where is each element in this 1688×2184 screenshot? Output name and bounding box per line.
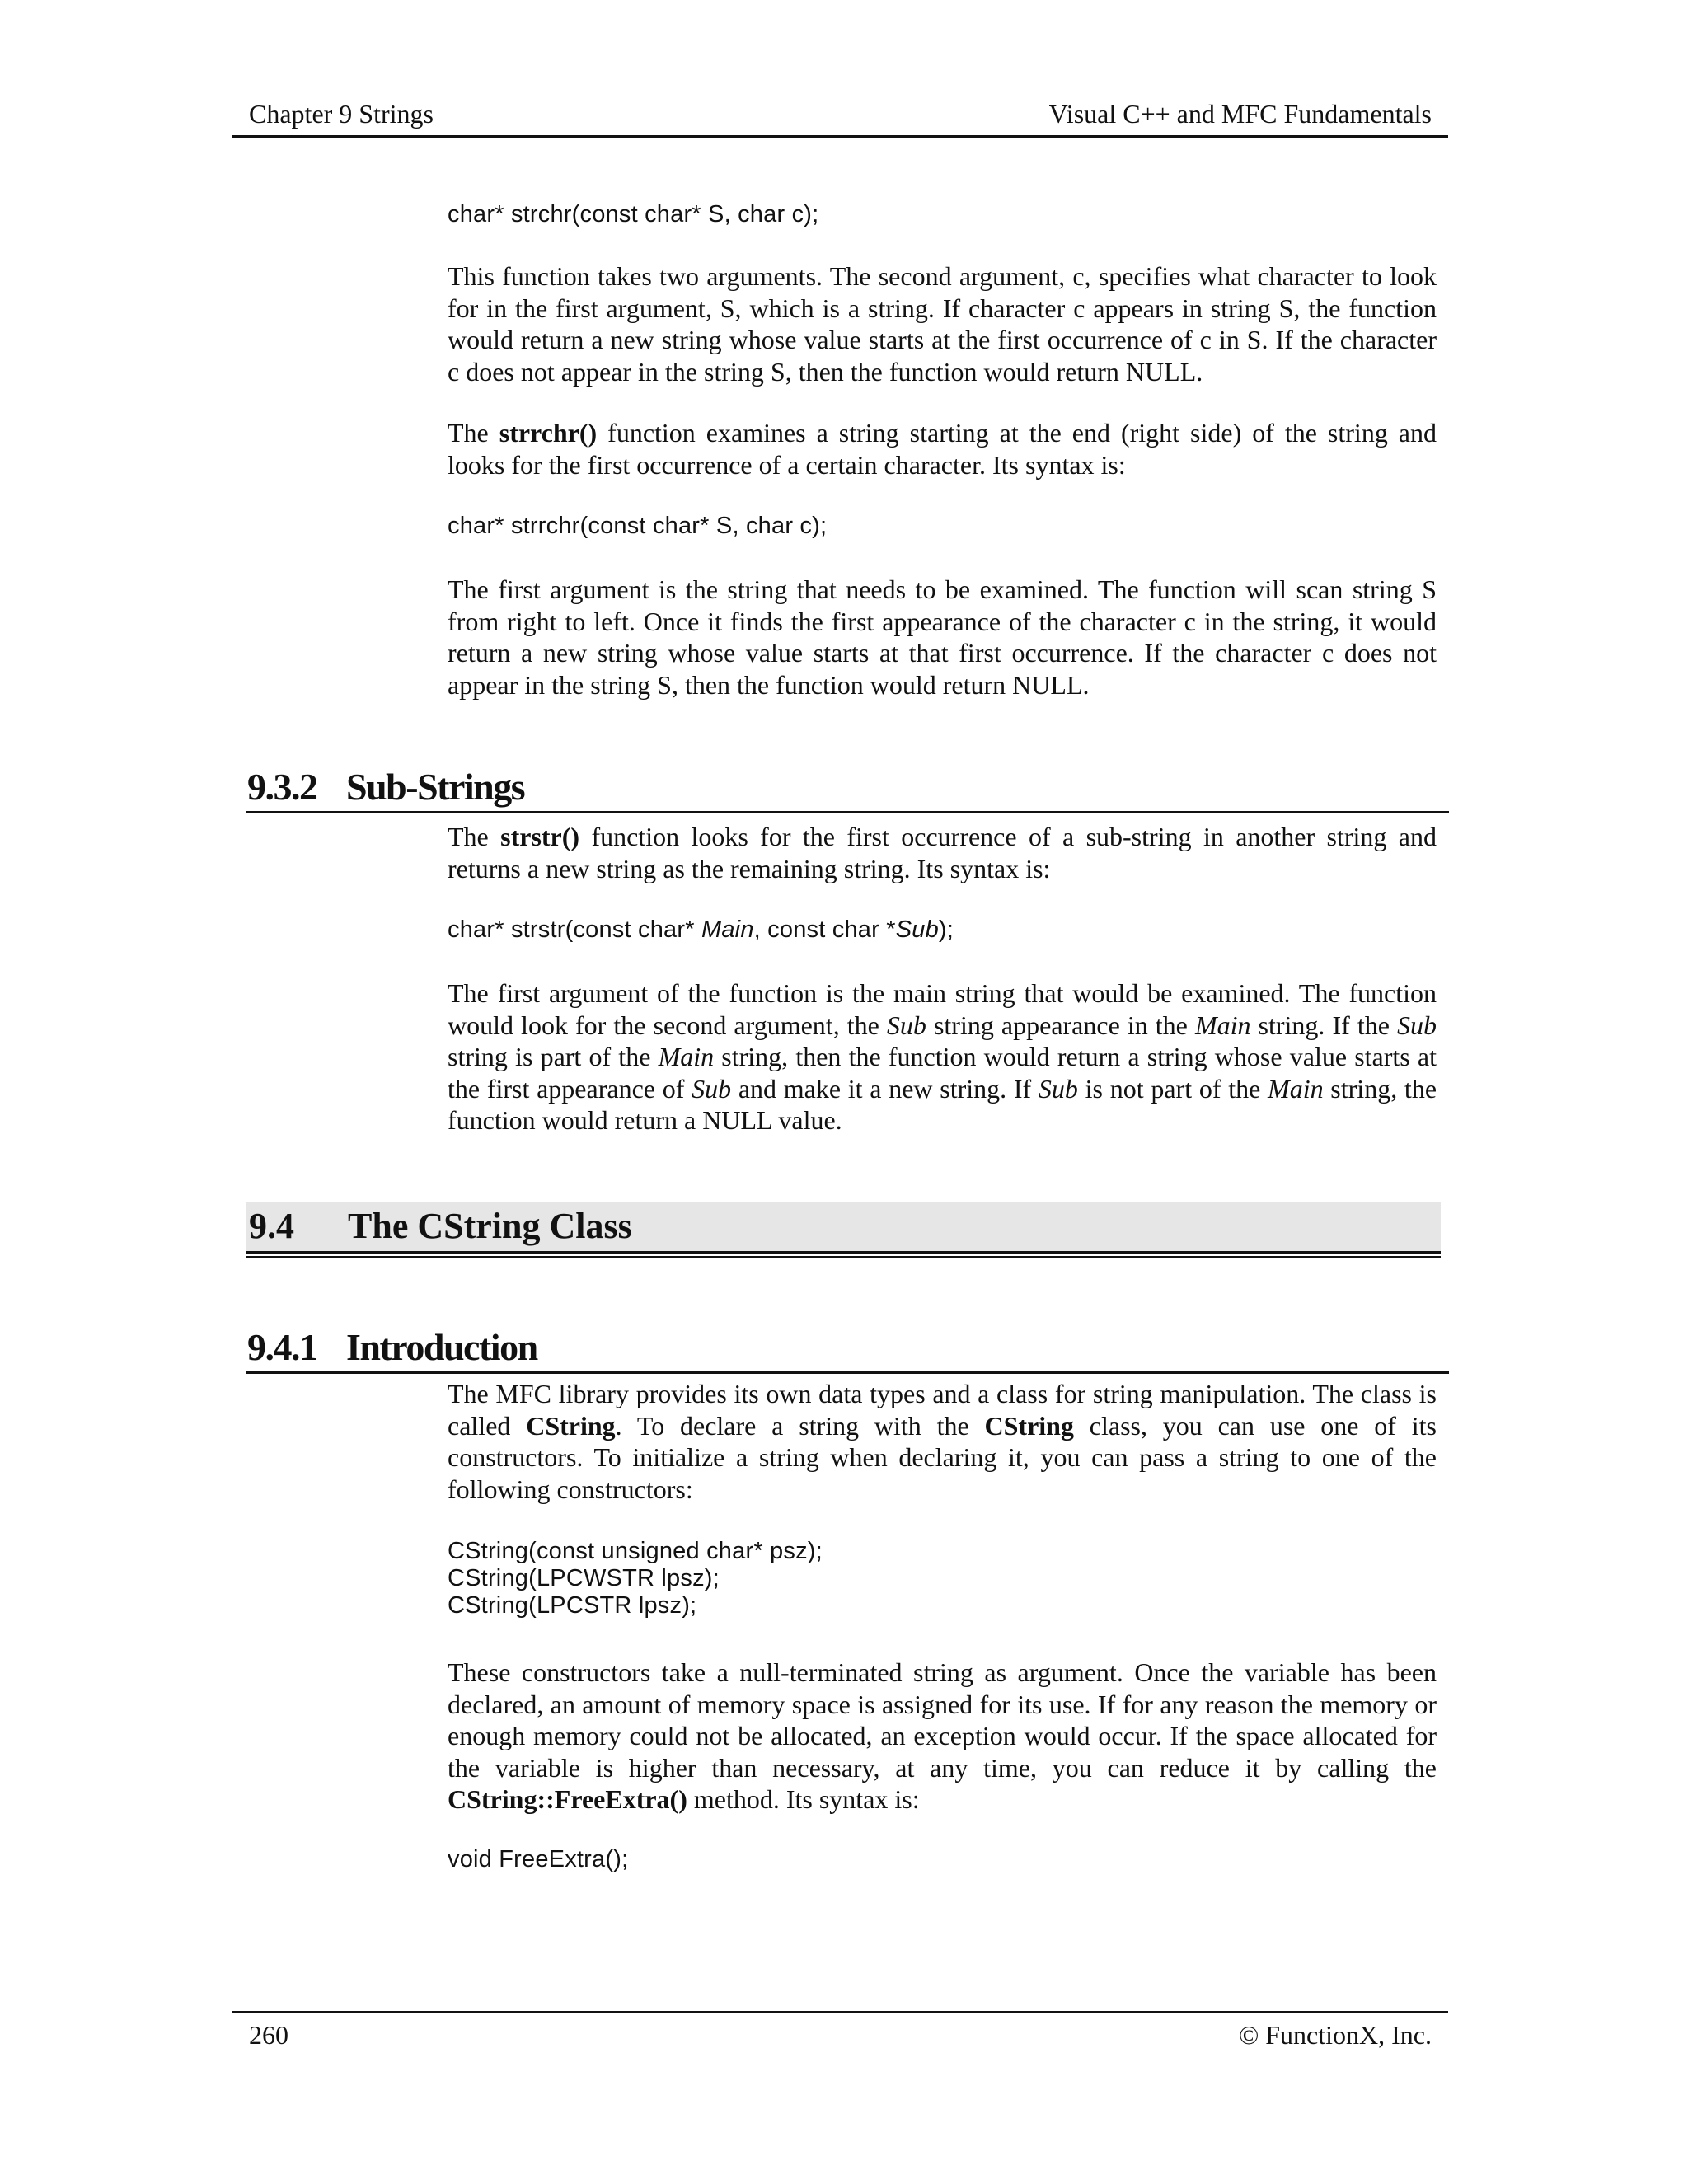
section-heading-9-4: 9.4 The CString Class <box>246 1202 1441 1254</box>
page-header <box>232 97 1448 138</box>
paragraph-strrchr: The strrchr() function examines a string starting at the end (right side) of the string and looks for the first occurrence of a certain character. Its syntax is: <box>448 418 1437 480</box>
code-strchr: char* strchr(const char* S, char c); <box>448 201 819 227</box>
paragraph-strstr: The strstr() function looks for the first occurrence of a sub-string in another string and returns a new string as the remaining string. Its syntax is: <box>448 822 1437 883</box>
page-footer <box>232 2011 1448 2055</box>
chapter-title: Chapter 9 Strings <box>249 99 434 129</box>
code-line: CString(LPCSTR lpsz); <box>448 1592 697 1619</box>
section-heading-9-3-2: 9.3.2 Sub-Strings <box>246 765 1449 813</box>
page-number: 260 <box>249 2020 288 2050</box>
paragraph-strstr-detail: The first argument of the function is the main string that would be examined. The function would look for the second argument, the Sub string appearance in the Main string. If the Sub string is part of the Main string, then the function would return a string whose value starts at the first appearance of Sub and make it a new string. If Sub is not part of the Main string, the function would return a NULL value. <box>448 978 1437 1135</box>
paragraph-strchr: This function takes two arguments. The second argument, c, specifies what character to look for in the first argument, S, which is a string. If character c appears in string S, the function would return a new string whose value starts at the first occurrence of c in S. If the character c does not appear in the string S, then the function would return NULL. <box>448 261 1437 387</box>
copyright: © FunctionX, Inc. <box>1238 2020 1432 2050</box>
paragraph-constructors-detail: These constructors take a null-terminated string as argument. Once the variable has been declared, an amount of memory space is assigned for its use. If for any reason the memory or enough memory could not be allocated, an exception would occur. If the space allocated for the variable is higher than necessary, at any time, you can reduce it by calling the CString::FreeExtra() method. Its syntax is: <box>448 1657 1437 1814</box>
code-freeextra: void FreeExtra(); <box>448 1846 629 1872</box>
paragraph-strrchr-detail: The first argument is the string that needs to be examined. The function will scan string S from right to left. Once it finds the first appearance of the character c in the string, it would return a new string whose value starts at that first occurrence. If the character c does not appear in the string S, then the function would return NULL. <box>448 574 1437 700</box>
paragraph-cstring-intro: The MFC library provides its own data types and a class for string manipulation. The class is called CString. To declare a string with the CString class, you can use one of its constructors. To initialize a string when declaring it, you can pass a string to one of the following constructors: <box>448 1379 1437 1504</box>
code-strstr: char* strstr(const char* Main, const char *Sub); <box>448 916 954 943</box>
code-line: CString(LPCWSTR lpsz); <box>448 1565 720 1591</box>
code-line: CString(const unsigned char* psz); <box>448 1538 823 1564</box>
code-cstring-constructors <box>448 1538 823 1619</box>
section-heading-9-4-1: 9.4.1 Introduction <box>246 1325 1449 1374</box>
section-heading-double-rule <box>246 1256 1441 1258</box>
book-title: Visual C++ and MFC Fundamentals <box>1048 99 1432 129</box>
code-strrchr: char* strrchr(const char* S, char c); <box>448 513 828 539</box>
